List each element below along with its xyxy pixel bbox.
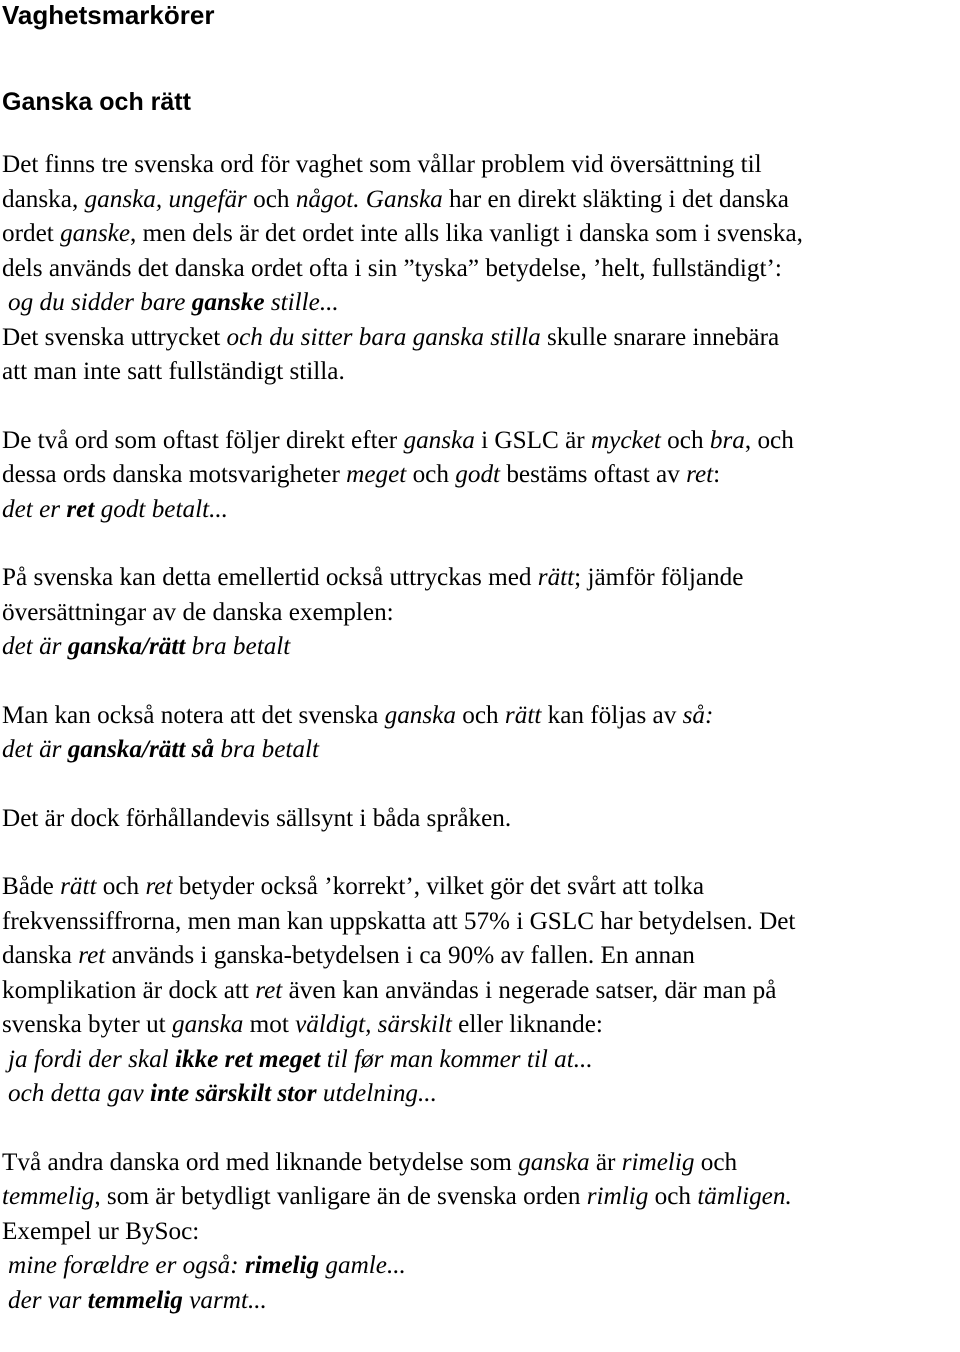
- text-line: De två ord som oftast följer direkt efter ganska i GSLC är mycket och bra, och: [2, 426, 794, 454]
- paragraph-2: [2, 424, 958, 528]
- example-line: det er ret godt betalt...: [2, 495, 228, 523]
- text-line: ordet ganske, men dels är det ordet inte alls lika vanligt i danska som i svenska,: [2, 220, 803, 247]
- section-heading: Ganska och rätt: [2, 88, 191, 116]
- paragraph-3: [2, 561, 958, 665]
- paragraph-1: [2, 148, 958, 390]
- example-line: det är ganska/rätt bra betalt: [2, 633, 291, 660]
- text-line: Två andra danska ord med liknande betydelse som ganska är rimelig och: [2, 1148, 738, 1176]
- example-line: och detta gav inte särskilt stor utdelning...: [8, 1080, 437, 1107]
- text-line: Det svenska uttrycket och du sitter bara ganska stilla skulle snarare innebära: [2, 323, 780, 351]
- text-line: danska ret används i ganska-betydelsen i ca 90% av fallen. En annan: [2, 942, 695, 969]
- text-line: Man kan också notera att det svenska ganska och rätt kan följas av så:: [2, 701, 714, 729]
- example-line: det är ganska/rätt så bra betalt: [2, 736, 319, 763]
- paragraph-6: [2, 870, 958, 1112]
- text-line: dels används det danska ordet ofta i sin ”tyska” betydelse, ’helt, fullständigt’:: [2, 254, 782, 282]
- text-line: danska, ganska, ungefär och något. Ganska har en direkt släkting i det danska: [2, 185, 789, 213]
- example-line: der var temmelig varmt...: [8, 1286, 267, 1314]
- example-line: ja fordi der skal ikke ret meget til før man kommer til at...: [8, 1045, 593, 1073]
- document-body: [2, 148, 958, 1352]
- example-line: og du sidder bare ganske stille...: [8, 289, 339, 316]
- example-line: mine forældre er også: rimelig gamle...: [8, 1252, 406, 1279]
- text-line: Exempel ur BySoc:: [2, 1217, 200, 1245]
- paragraph-4: [2, 699, 958, 768]
- document-title: Vaghetsmarkörer: [2, 0, 215, 30]
- text-line: att man inte satt fullständigt stilla.: [2, 358, 345, 385]
- paragraph-7: [2, 1146, 958, 1319]
- text-line: Det finns tre svenska ord för vaghet som vållar problem vid översättning til: [2, 151, 762, 178]
- text-line: dessa ords danska motsvarigheter meget och godt bestäms oftast av ret:: [2, 461, 721, 488]
- text-line: temmelig, som är betydligt vanligare än de svenska orden rimlig och tämligen.: [2, 1183, 792, 1210]
- text-line: svenska byter ut ganska mot väldigt, särskilt eller liknande:: [2, 1011, 603, 1038]
- text-line: Det är dock förhållandevis sällsynt i båda språken.: [2, 804, 512, 832]
- text-line: frekvenssiffrorna, men man kan uppskatta att 57% i GSLC har betydelsen. Det: [2, 907, 796, 935]
- text-line: Både rätt och ret betyder också ’korrekt’, vilket gör det svårt att tolka: [2, 873, 705, 900]
- text-line: komplikation är dock att ret även kan användas i negerade satser, där man på: [2, 976, 777, 1004]
- text-line: översättningar av de danska exemplen:: [2, 598, 394, 626]
- paragraph-5: [2, 802, 958, 837]
- text-line: På svenska kan detta emellertid också uttryckas med rätt; jämför följande: [2, 564, 744, 591]
